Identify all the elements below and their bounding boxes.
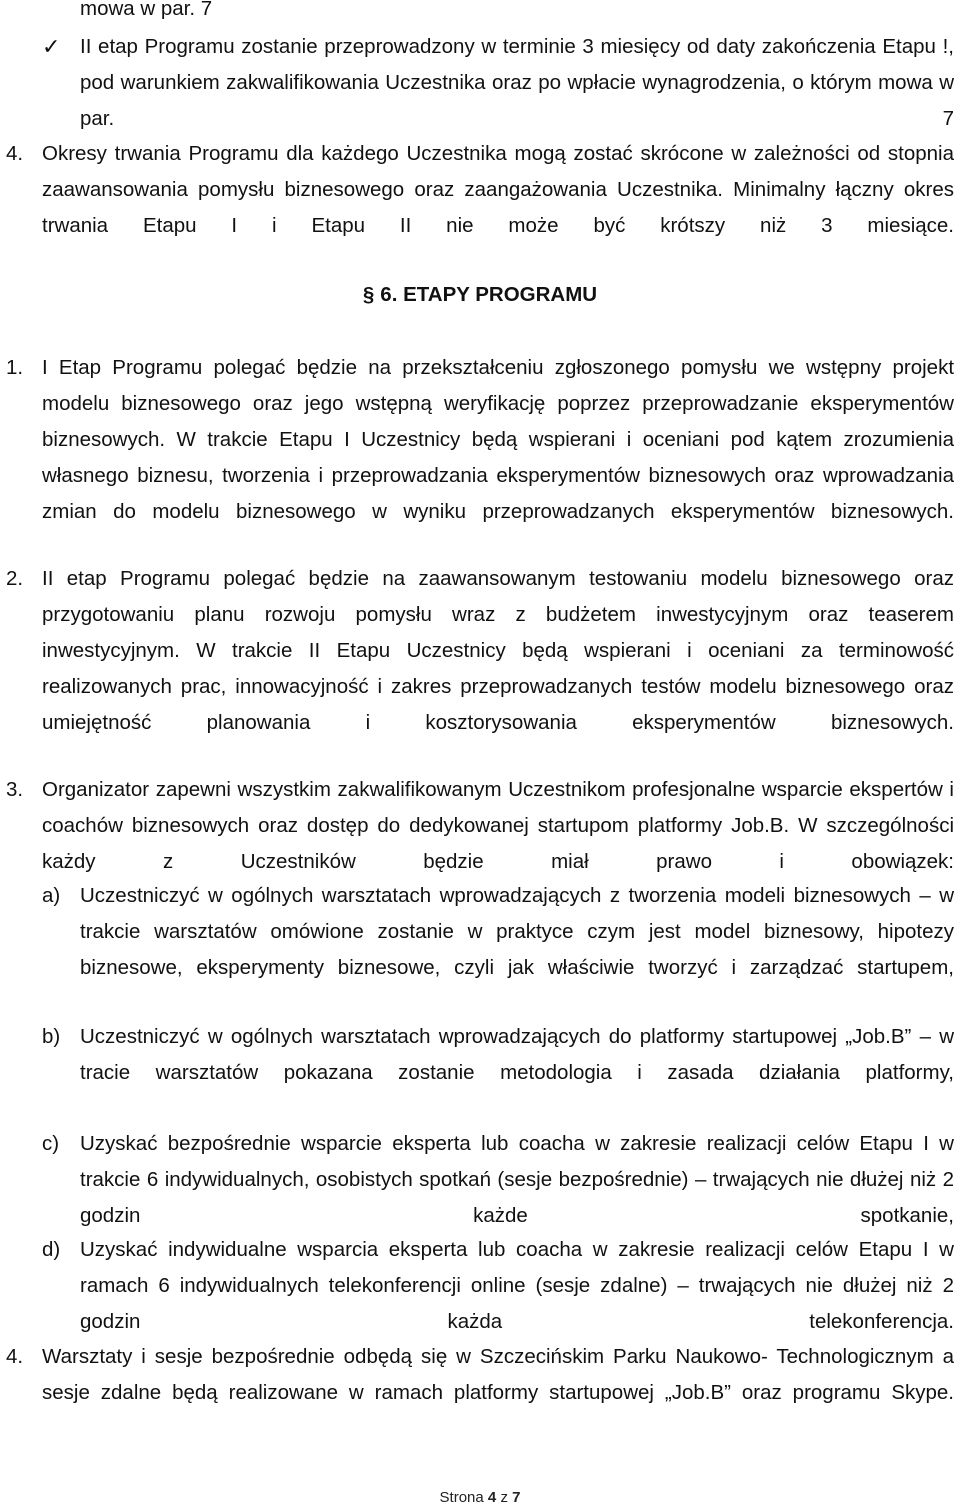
text-line: biznesowych – w trakcie warsztatów omówione zostanie w praktyce czym jest model bbox=[80, 884, 955, 943]
item-number: 1. bbox=[6, 356, 24, 379]
item-number: 4. bbox=[6, 1345, 24, 1368]
numbered-paragraph bbox=[42, 772, 954, 880]
text-line: I w ramach 6 indywidualnych telekonferencji online (sesje zdalne) – trwających nie bbox=[80, 1238, 954, 1297]
text-line: „Job.B” – w tracie warsztatów pokazana zostanie metodologia i zasada działania bbox=[80, 1025, 955, 1084]
text-line: kątem zrozumienia własnego biznesu, tworzenia i przeprowadzania eksperymentów bbox=[42, 428, 954, 487]
page-number: 4 bbox=[487, 1489, 497, 1506]
section-sign: § bbox=[362, 283, 375, 306]
text-line: biznesowych oraz wprowadzania zmian do modelu biznesowego w wyniku bbox=[42, 464, 955, 523]
text-line: platformy, bbox=[865, 1061, 954, 1084]
sub-item-letter: c) bbox=[42, 1132, 60, 1155]
page-total: 7 bbox=[512, 1489, 521, 1506]
sub-item-paragraph bbox=[80, 1126, 954, 1234]
text-line: Job.B. W szczególności każdy z Uczestników będzie miał prawo i obowiązek: bbox=[42, 814, 954, 873]
text-line: mowa w par. 7 bbox=[80, 0, 213, 20]
sub-item-letter: a) bbox=[42, 884, 61, 907]
bullet-paragraph bbox=[80, 29, 954, 137]
footer-prefix: Strona bbox=[439, 1489, 484, 1506]
text-line: Technologicznym a sesje zdalne będą realizowane w ramach platformy startupowej bbox=[42, 1345, 954, 1404]
text-line: terminowość realizowanych prac, innowacyjność i zakres przeprowadzanych testów bbox=[42, 639, 955, 698]
text-line: II etap Programu polegać będzie na zaawansowanym testowaniu modelu biznesowego bbox=[42, 567, 901, 590]
text-line: Warsztaty i sesje bezpośrednie odbędą się w Szczecińskim Parku Naukowo- bbox=[42, 1345, 768, 1368]
numbered-paragraph bbox=[42, 350, 954, 530]
item-number: 2. bbox=[6, 567, 24, 590]
text-line: Uczestniczyć w ogólnych warsztatach wprowadzających do platformy startupowej bbox=[80, 1025, 838, 1048]
sub-item-paragraph bbox=[80, 1019, 954, 1091]
sub-item-letter: d) bbox=[42, 1238, 61, 1261]
text-line: I Etap Programu polegać będzie na przekształceniu zgłoszonego pomysłu we wstępny bbox=[42, 356, 882, 379]
section-heading bbox=[0, 277, 960, 313]
numbered-paragraph bbox=[42, 136, 954, 244]
text-line: ekspertów i coachów biznesowych oraz dostęp do dedykowanej startupom platformy bbox=[42, 778, 954, 837]
numbered-paragraph bbox=[42, 1339, 954, 1411]
checkmark-icon: ✓ bbox=[42, 35, 61, 60]
text-line: dłużej niż 2 godzin każda telekonferencja. bbox=[80, 1274, 954, 1333]
text-line: Organizator zapewni wszystkim zakwalifikowanym Uczestnikom profesjonalne wsparcie bbox=[42, 778, 843, 801]
text-line: Okresy trwania Programu dla każdego Uczestnika mogą zostać skrócone w zależności od bbox=[42, 142, 881, 165]
item-number: 3. bbox=[6, 778, 24, 801]
item-number: 4. bbox=[6, 142, 24, 165]
text-line: biznesowy, hipotezy biznesowe, eksperymenty biznesowe, czyli jak właściwie tworzyć bbox=[80, 920, 955, 979]
sub-item-paragraph bbox=[80, 1232, 954, 1340]
sub-item-letter: b) bbox=[42, 1025, 61, 1048]
text-line: modelu biznesowego oraz umiejętność planowania i kosztorysowania eksperymentów bbox=[42, 675, 954, 734]
text-line: nie dłużej niż 2 godzin każde spotkanie, bbox=[80, 1168, 954, 1227]
text-line: eksperymentów biznesowych. W trakcie Etapu I Uczestnicy będą wspierani i oceniani pod bbox=[42, 392, 954, 451]
text-line: „Job.B” oraz programu Skype. bbox=[664, 1381, 954, 1404]
numbered-paragraph bbox=[42, 561, 954, 741]
text-line: II etap Programu zostanie przeprowadzony w terminie 3 miesięcy od daty bbox=[80, 35, 756, 58]
text-line: biznesowych. bbox=[830, 711, 954, 734]
text-line: teaserem inwestycyjnym. W trakcie II Etapu Uczestnicy będą wspierani i oceniani za bbox=[42, 603, 954, 662]
text-line: oraz przygotowaniu planu rozwoju pomysłu wraz z budżetem inwestycyjnym oraz bbox=[42, 567, 955, 626]
page-footer bbox=[0, 1488, 960, 1508]
sub-item-paragraph bbox=[80, 878, 954, 986]
text-line: Uzyskać indywidualne wsparcia eksperta lub coacha w zakresie realizacji celów Etapu bbox=[80, 1238, 913, 1261]
footer-of: z bbox=[500, 1489, 508, 1506]
text-line: Minimalny łączny okres trwania Etapu I i Etapu II nie może być krótszy niż 3 miesiące. bbox=[42, 178, 955, 237]
text-line: zakończenia Etapu !, pod warunkiem zakwalifikowania Uczestnika oraz po wpłacie bbox=[80, 35, 954, 94]
text-line: stopnia zaawansowania pomysłu biznesowego oraz zaangażowania Uczestnika. bbox=[42, 142, 954, 201]
text-line: projekt modelu biznesowego oraz jego wstępną weryfikację poprzez przeprowadzanie bbox=[42, 356, 955, 415]
text-line: Uzyskać bezpośrednie wsparcie eksperta lub coacha w zakresie realizacji celów Etapu bbox=[80, 1132, 913, 1155]
text-line: wynagrodzenia, o którym mowa w par. 7 bbox=[80, 71, 954, 130]
text-line: przeprowadzanych eksperymentów biznesowych. bbox=[482, 500, 954, 523]
text-line: I w trakcie 6 indywidualnych, osobistych spotkań (sesje bezpośrednie) – trwających bbox=[80, 1132, 954, 1191]
text-line: i zarządzać startupem, bbox=[731, 956, 954, 979]
heading-text: 6. ETAPY PROGRAMU bbox=[380, 283, 598, 306]
text-line: Uczestniczyć w ogólnych warsztatach wprowadzających z tworzenia modeli bbox=[80, 884, 786, 907]
